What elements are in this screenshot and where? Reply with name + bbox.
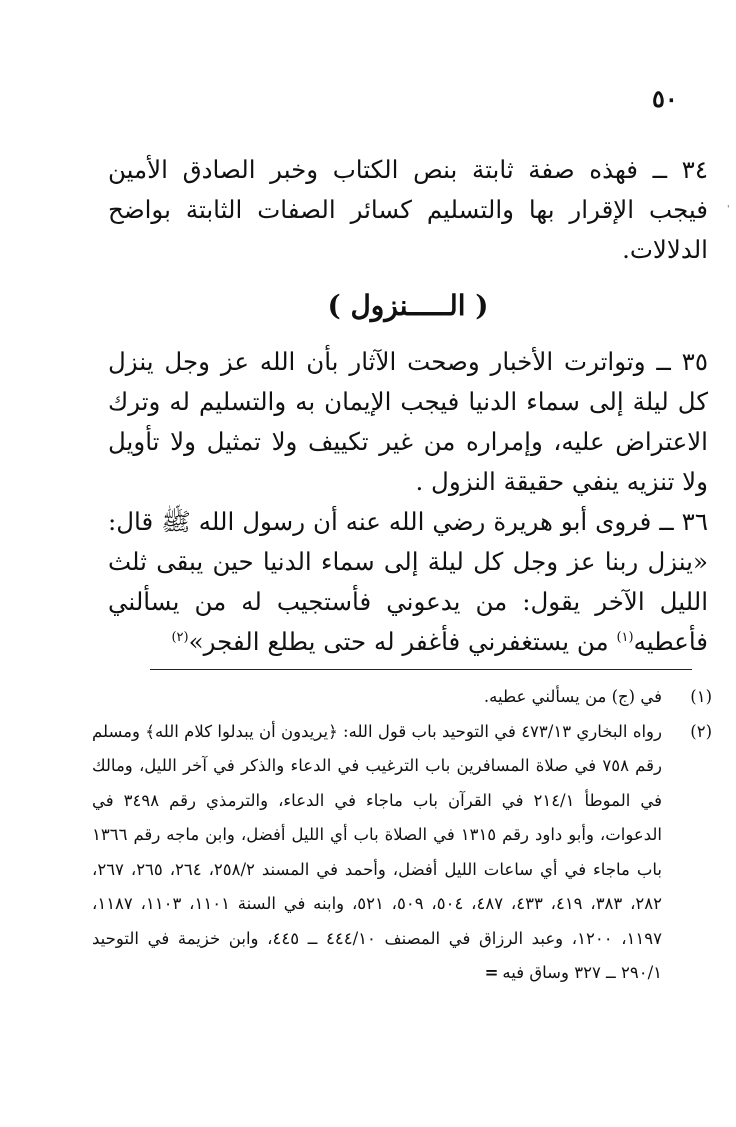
- paragraph-34-text: ٣٤ ــ فهذه صفة ثابتة بنص الكتاب وخبر الصادق الأمين فيجب الإقرار بها والتسليم كسائر الصفات الثابتة بواضح الدلالات.: [108, 155, 708, 264]
- paragraph-36: [108, 502, 708, 662]
- paragraph-36-text: [108, 502, 708, 662]
- footnote-body: [92, 715, 662, 991]
- continuation-mark: =: [484, 963, 499, 982]
- paragraph-35: [108, 342, 708, 502]
- footnote-text: رواه البخاري ٤٧٣/١٣ في التوحيد باب قول الله: ﴿يريدون أن يبدلوا كلام الله﴾ ومسلم رقم ٧٥٨ في صلاة المسافرين باب الترغيب في الدعاء والذكر في آخر الليل، ومالك في الموطأ ٢١٤/١ في القرآن باب ماجاء في الدعاء، والترمذي رقم ٣٤٩٨ في الدعوات، وأبو داود رقم ١٣١٥ في الصلاة باب أي الليل أفضل، وابن ماجه رقم ١٣٦٦ باب ماجاء في أي ساعات الليل أفضل، وأحمد في المسند ٢٥٨/٢، ٢٦٤، ٢٦٥، ٢٦٧، ٢٨٢، ٣٨٣، ٤١٩، ٤٣٣، ٤٨٧، ٥٠٤، ٥٠٩، ٥٢١، وابنه في السنة ١١٠١، ١١٠٣، ١١٨٧، ١١٩٧، ١٢٠٠، وعبد الرزاق في المصنف ٤٤٤/١٠ ــ ٤٤٥، وابن خزيمة في التوحيد ٢٩٠/١ ــ ٣٢٧ وساق فيه: [92, 721, 663, 982]
- footnote-2: [92, 715, 712, 991]
- paragraph-36-part-1: ٣٦ ــ فروى أبو هريرة رضي الله عنه أن رسول الله ﷺ قال: «ينزل ربنا عز وجل كل ليلة إلى سماء الدنيا حين يبقى ثلث الليل الآخر يقول: من يدعوني فأستجيب له من يسألني فأعطيه: [108, 507, 708, 656]
- footnote-divider: [150, 669, 692, 670]
- paragraph-36-part-2: من يستغفرني فأغفر له حتى يطلع الفجر»: [188, 627, 617, 656]
- footnote-ref-1[interactable]: (١): [616, 629, 634, 645]
- footnote-number: (٢): [690, 721, 712, 741]
- page-number: ٥٠: [652, 84, 678, 113]
- footnote-ref-2[interactable]: (٢): [171, 629, 189, 645]
- paragraph-35-text: ٣٥ ــ وتواترت الأخبار وصحت الآثار بأن الله عز وجل ينزل كل ليلة إلى سماء الدنيا فيجب الإيمان به والتسليم له وترك الاعتراض عليه، وإمراره من غير تكييف ولا تمثيل ولا تأويل ولا تنزيه ينفي حقيقة النزول .: [108, 347, 708, 496]
- footnote-1: [92, 680, 712, 715]
- footnote-number: (١): [690, 687, 712, 706]
- margin-mark: ': [727, 205, 730, 215]
- section-heading: ( الـــــنزول ): [327, 289, 489, 322]
- paragraph-34: [108, 150, 708, 270]
- footnotes: [92, 680, 712, 991]
- footnote-text: في (ج) من يسألني عطيه.: [483, 687, 662, 706]
